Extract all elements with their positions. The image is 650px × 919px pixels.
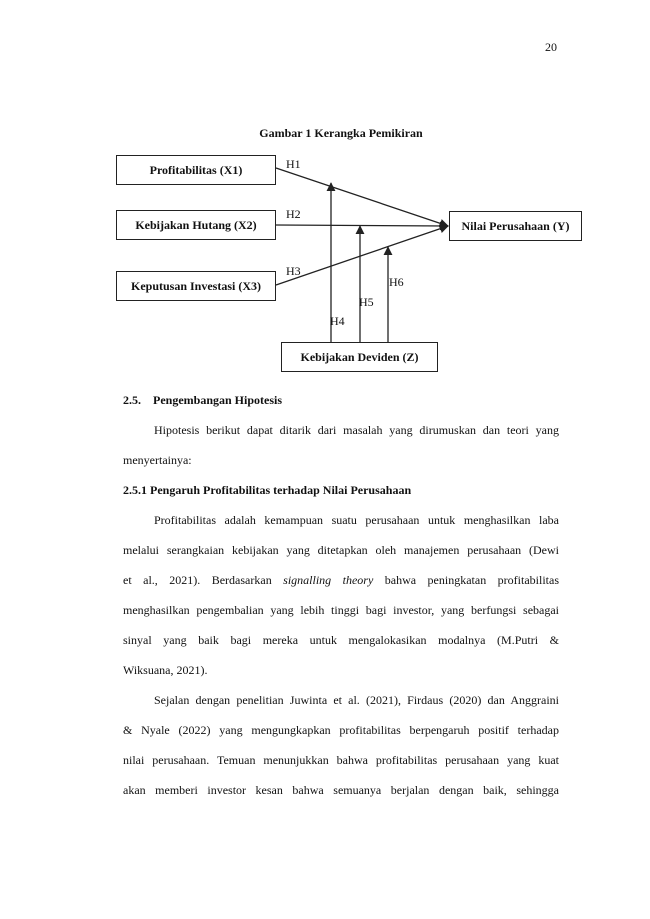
paragraph-1-line-1: Profitabilitas adalah kemampuan suatu perusahaan untuk menghasilkan laba <box>154 513 559 527</box>
page-number: 20 <box>545 40 557 54</box>
section-number: 2.5. <box>123 393 141 407</box>
arrow-x2-to-y <box>276 225 448 226</box>
body-text <box>123 385 559 805</box>
paragraph-1-line-3-a: et al., 2021). Berdasarkan <box>123 573 272 587</box>
paragraph-2-line-4: akan memberi investor kesan bahwa semuanya berjalan dengan baik, sehingga <box>123 783 559 797</box>
signalling-theory-term: signalling theory <box>283 573 374 587</box>
intro-line-1: Hipotesis berikut dapat ditarik dari masalah yang dirumuskan dan teori yang <box>154 423 559 437</box>
paragraph-1-line-2: melalui serangkaian kebijakan yang ditetapkan oleh manajemen perusahaan (Dewi <box>123 543 559 557</box>
node-nilai-perusahaan-y: Nilai Perusahaan (Y) <box>449 211 582 241</box>
paragraph-1-line-3 <box>123 565 559 595</box>
paragraph-1-line-3-b: bahwa peningkatan profitabilitas <box>384 573 559 587</box>
figure-caption: Gambar 1 Kerangka Pemikiran <box>259 126 423 140</box>
hypothesis-label-h5: H5 <box>359 295 374 309</box>
hypothesis-label-h6: H6 <box>389 275 404 289</box>
paragraph-2-line-2: & Nyale (2022) yang mengungkapkan profitabilitas berpengaruh positif terhadap <box>123 723 559 737</box>
arrow-x3-to-y <box>276 226 448 285</box>
node-kebijakan-deviden-z: Kebijakan Deviden (Z) <box>281 342 438 372</box>
node-profitabilitas-x1: Profitabilitas (X1) <box>116 155 276 185</box>
arrow-x1-to-y <box>276 168 448 226</box>
hypothesis-label-h3: H3 <box>286 264 301 278</box>
paragraph-1-line-6: Wiksuana, 2021). <box>123 663 208 677</box>
paragraph-2-line-3: nilai perusahaan. Temuan menunjukkan bahwa profitabilitas perusahaan yang kuat <box>123 753 559 767</box>
subsection-heading: 2.5.1 Pengaruh Profitabilitas terhadap Nilai Perusahaan <box>123 483 412 497</box>
section-heading <box>123 385 559 415</box>
hypothesis-label-h4: H4 <box>330 314 345 328</box>
paragraph-1-line-5: sinyal yang baik bagi mereka untuk mengalokasikan modalnya (M.Putri & <box>123 633 559 647</box>
node-keputusan-investasi-x3: Keputusan Investasi (X3) <box>116 271 276 301</box>
intro-line-2: menyertainya: <box>123 453 192 467</box>
hypothesis-label-h1: H1 <box>286 157 301 171</box>
section-title: Pengembangan Hipotesis <box>153 393 283 407</box>
node-kebijakan-hutang-x2: Kebijakan Hutang (X2) <box>116 210 276 240</box>
hypothesis-label-h2: H2 <box>286 207 301 221</box>
paragraph-2-line-1: Sejalan dengan penelitian Juwinta et al. (2021), Firdaus (2020) dan Anggraini <box>154 693 559 707</box>
paragraph-1-line-4: menghasilkan pengembalian yang lebih tinggi bagi investor, yang berfungsi sebagai <box>123 603 559 617</box>
